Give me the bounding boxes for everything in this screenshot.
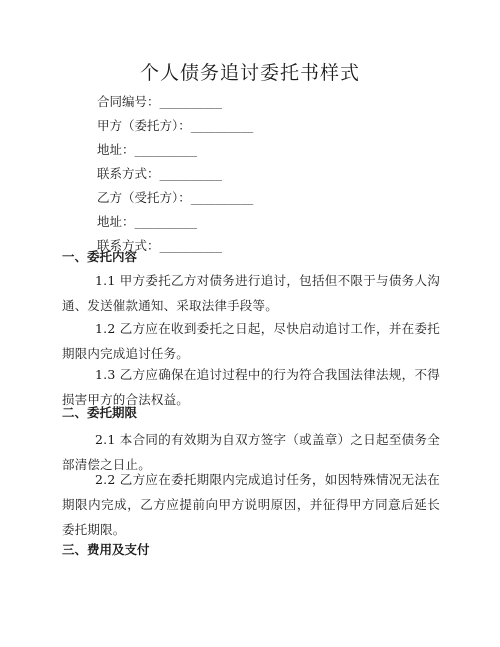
contract-number-field: 合同编号：__________ xyxy=(97,94,223,109)
party-a-address-field: 地址：__________ xyxy=(97,142,198,157)
document-title: 个人债务追讨委托书样式 xyxy=(139,62,360,84)
party-b-field: 乙方（受托方）：__________ xyxy=(97,190,254,205)
paragraph: 1.3 乙方应确保在追讨过程中的行为符合我国法律法规，不得损害甲方的合法权益。 xyxy=(62,367,440,407)
party-a-field: 甲方（委托方）：__________ xyxy=(97,118,254,133)
section-heading: 二、委托期限 xyxy=(62,405,138,420)
paragraph: 2.1 本合同的有效期为自双方签字（或盖章）之日起至债务全部清偿之日止。 xyxy=(62,432,440,472)
party-b-contact-field: 联系方式：__________ xyxy=(97,238,223,253)
paragraph: 1.2 乙方应在收到委托之日起，尽快启动追讨工作，并在委托期限内完成追讨任务。 xyxy=(62,321,440,361)
section-heading: 一、委托内容 xyxy=(62,249,138,264)
paragraph: 1.1 甲方委托乙方对债务进行追讨，包括但不限于与债务人沟通、发送催款通知、采取法律手段等。 xyxy=(62,273,440,313)
party-b-address-field: 地址：__________ xyxy=(97,214,198,229)
party-a-contact-field: 联系方式：__________ xyxy=(97,166,223,181)
paragraph: 2.2 乙方应在委托期限内完成追讨任务，如因特殊情况无法在期限内完成，乙方应提前向甲方说明原因，并征得甲方同意后延长委托期限。 xyxy=(62,472,440,537)
section-heading: 三、费用及支付 xyxy=(62,542,150,557)
